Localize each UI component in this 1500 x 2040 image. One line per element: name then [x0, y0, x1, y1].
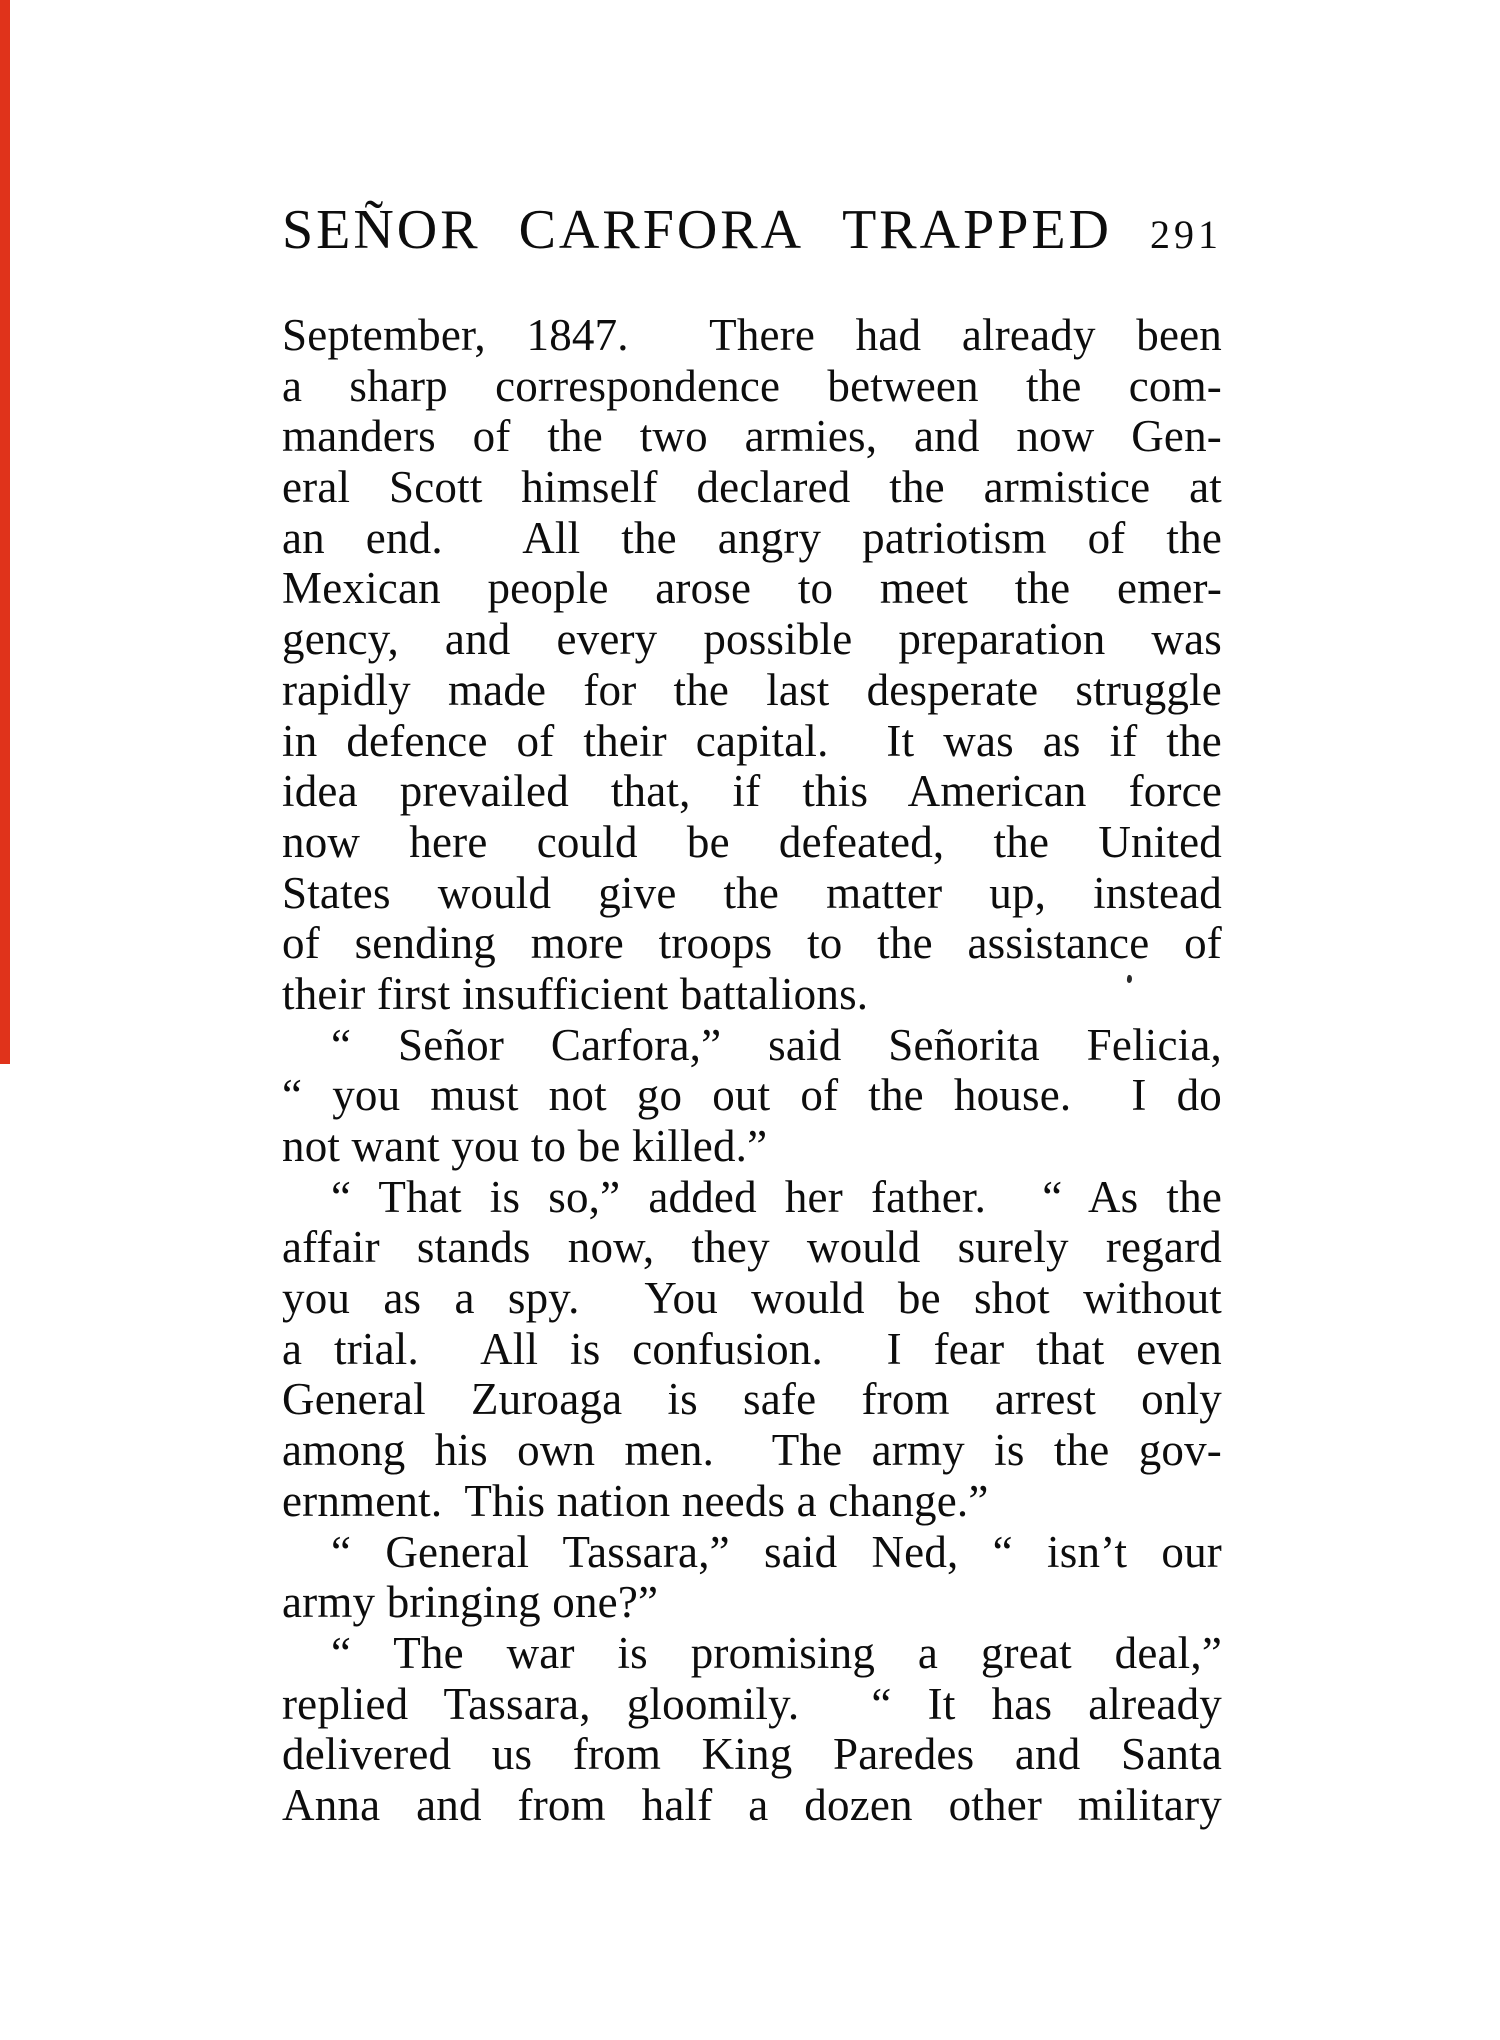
text-line: General Zuroaga is safe from arrest only [282, 1374, 1222, 1425]
text-line: Mexican people arose to meet the emer- [282, 563, 1222, 614]
header-word-trapped: TRAPPED [842, 199, 1112, 261]
text-line: manders of the two armies, and now Gen- [282, 411, 1222, 462]
text-line: rapidly made for the last desperate struggle [282, 664, 1222, 715]
text-line: an end. All the angry patriotism of the [282, 512, 1222, 563]
text-line: States would give the matter up, instead [282, 867, 1222, 918]
text-line: September, 1847. There had already been [282, 310, 1222, 360]
header-word-carfora: CARFORA [518, 199, 805, 261]
header-word-senor: SEÑOR [282, 199, 481, 261]
page-text [282, 310, 1222, 1831]
text-line: their first insufficient battalions. [282, 968, 869, 1019]
page-number: 291 [1149, 212, 1222, 257]
text-line: in defence of their capital. It was as if the [282, 715, 1222, 766]
text-line: delivered us from King Paredes and Santa [282, 1729, 1222, 1780]
text-line: ernment. This nation needs a change.” [282, 1475, 989, 1526]
text-line: of sending more troops to the assistance of [282, 918, 1222, 969]
text-line: affair stands now, they would surely regard [282, 1222, 1222, 1273]
text-line: now here could be defeated, the United [282, 816, 1222, 867]
text-line: idea prevailed that, if this American force [282, 766, 1222, 817]
text-line: “ you must not go out of the house. I do [282, 1070, 1222, 1121]
text-line: eral Scott himself declared the armistice at [282, 462, 1222, 513]
text-line: Anna and from half a dozen other military [282, 1779, 1222, 1830]
scan-edge-artifact [0, 0, 10, 1064]
text-line: “ General Tassara,” said Ned, “ isn’t our [331, 1526, 1222, 1577]
text-line: not want you to be killed.” [282, 1121, 768, 1171]
text-line: army bringing one?” [282, 1577, 659, 1628]
text-line: a sharp correspondence between the com- [282, 360, 1222, 411]
text-line: a trial. All is confusion. I fear that even [282, 1323, 1222, 1374]
text-line: among his own men. The army is the gov- [282, 1425, 1222, 1476]
text-line: gency, and every possible preparation was [282, 614, 1222, 665]
running-header [282, 199, 1222, 261]
text-line: replied Tassara, gloomily. “ It has already [282, 1678, 1222, 1729]
text-line: you as a spy. You would be shot without [282, 1273, 1222, 1324]
text-line: “ Señor Carfora,” said Señorita Felicia, [331, 1019, 1222, 1070]
text-line: “ That is so,” added her father. “ As the [331, 1171, 1222, 1222]
text-line: “ The war is promising a great deal,” [331, 1627, 1222, 1678]
